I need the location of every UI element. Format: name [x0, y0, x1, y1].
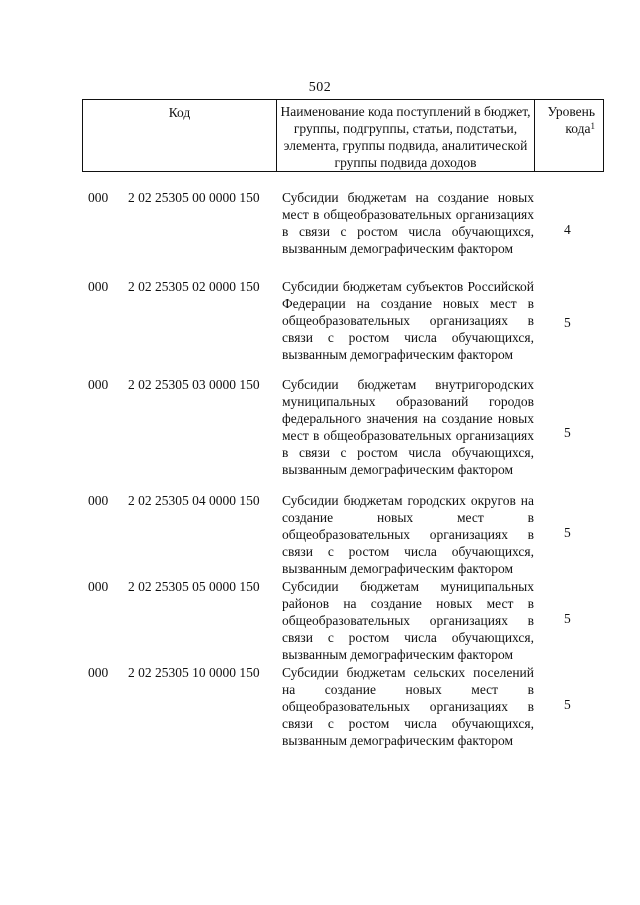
header-kod [83, 100, 277, 172]
header-kod-label: Код [168, 105, 191, 120]
row-admin-code: 000 [88, 579, 109, 594]
row-budget-code: 2 02 25305 10 0000 150 [128, 665, 260, 680]
row-level: 4 [564, 222, 571, 237]
row-description: Субсидии бюджетам муниципальных районов на создание новых мест в общеобразовательных организациях в связи с ростом числа обучающихся, вызванным демографическим фактором [282, 579, 534, 662]
table-row [0, 578, 640, 664]
header-level-footnote: 1 [590, 121, 595, 131]
row-budget-code: 2 02 25305 03 0000 150 [128, 377, 260, 392]
row-budget-code: 2 02 25305 00 0000 150 [128, 190, 260, 205]
row-description: Субсидии бюджетам городских округов на создание новых мест в общеобразовательных организациях в связи с ростом числа обучающихся, вызванным демографическим фактором [282, 493, 534, 576]
header-name-label: Наименование кода поступлений в бюджет, группы, подгруппы, статьи, подстатьи, элемента, группы подвида, аналитической группы подвида доходов [280, 104, 531, 170]
table-row [0, 664, 640, 750]
row-budget-code: 2 02 25305 05 0000 150 [128, 579, 260, 594]
table-row [0, 376, 640, 492]
row-description: Субсидии бюджетам внутригородских муниципальных образований городов федерального значения на создание новых мест в общеобразовательных организациях в связи с ростом числа обучающихся, вызванным демографическим фактором [282, 377, 534, 477]
row-admin-code: 000 [88, 190, 109, 205]
row-level: 5 [564, 525, 571, 540]
header-name [277, 100, 535, 172]
table-row [0, 189, 640, 278]
row-admin-code: 000 [88, 279, 109, 294]
row-description: Субсидии бюджетам сельских поселений на создание новых мест в общеобразовательных организациях в связи с ростом числа обучающихся, вызванным демографическим фактором [282, 665, 534, 748]
header-level [535, 100, 604, 172]
row-level: 5 [564, 697, 571, 712]
row-level: 5 [564, 611, 571, 626]
row-admin-code: 000 [88, 493, 109, 508]
row-budget-code: 2 02 25305 02 0000 150 [128, 279, 260, 294]
row-admin-code: 000 [88, 665, 109, 680]
row-description: Субсидии бюджетам субъектов Российской Федерации на создание новых мест в общеобразовательных организациях в связи с ростом числа обучающихся, вызванным демографическим фактором [282, 279, 534, 362]
table-body [0, 189, 640, 750]
row-level: 5 [564, 425, 571, 440]
row-description: Субсидии бюджетам на создание новых мест в общеобразовательных организациях в связи с ростом числа обучающихся, вызванным демографическим фактором [282, 190, 534, 256]
table-row [0, 492, 640, 578]
row-level: 5 [564, 315, 571, 330]
page-number: 502 [308, 80, 332, 95]
row-budget-code: 2 02 25305 04 0000 150 [128, 493, 260, 508]
row-admin-code: 000 [88, 377, 109, 392]
header-level-label: Уровень кода [547, 104, 595, 136]
table-header [82, 99, 604, 172]
table-row [0, 278, 640, 376]
